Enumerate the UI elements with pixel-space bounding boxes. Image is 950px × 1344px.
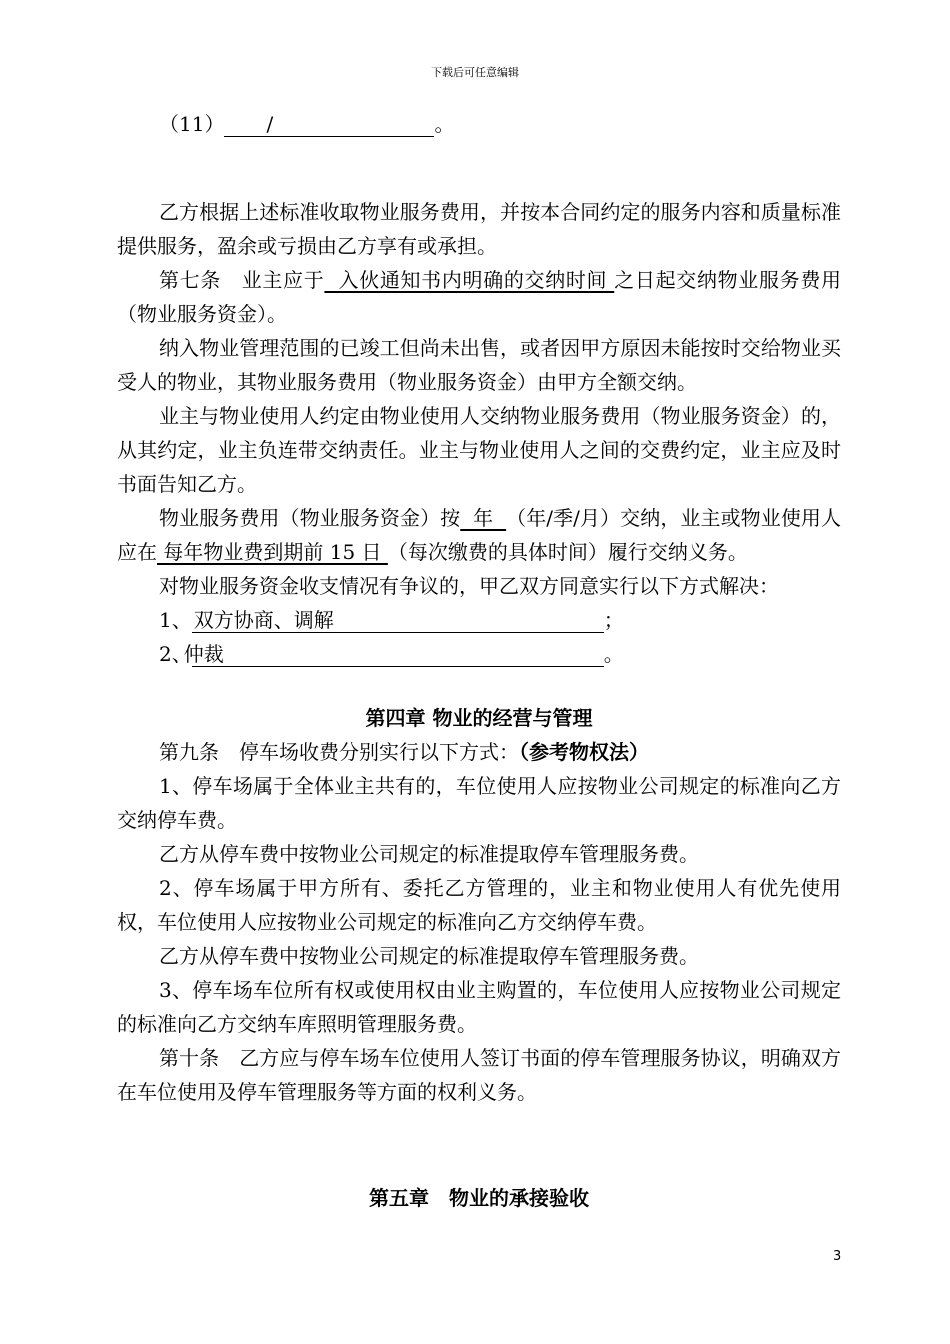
item-11-end: 。 <box>434 112 455 136</box>
parking-item-2-fee: 乙方从停车费中按物业公司规定的标准提取停车管理服务费。 <box>159 944 699 968</box>
payment-cycle-mid: （年/季/月）交纳，业主或物业使用人应在 <box>117 506 841 564</box>
page-number: 3 <box>833 1249 842 1264</box>
item-11 <box>117 107 841 141</box>
chapter-4-heading: 第四章 物业的经营与管理 <box>365 706 593 730</box>
article-7-fill: 入伙通知书内明确的交纳时间 <box>324 268 615 292</box>
dispute-option-1 <box>117 603 841 637</box>
option-2-blank <box>183 642 604 667</box>
item-11-separator: / <box>266 112 274 136</box>
option-1-blank <box>192 608 604 633</box>
unsold-property-paragraph: 纳入物业管理范围的已竣工但尚未出售，或者因甲方原因未能按时交给物业买受人的物业，其物业服务费用（物业服务资金）由甲方全额交纳。 <box>117 336 841 394</box>
parking-item-1: 1、停车场属于全体业主共有的，车位使用人应按物业公司规定的标准向乙方交纳停车费。 <box>117 774 841 832</box>
fee-paragraph: 乙方根据上述标准收取物业服务费用，并按本合同约定的服务内容和质量标准提供服务，盈余或亏损由乙方享有或承担。 <box>117 200 841 258</box>
option-1-text: 双方协商、调解 <box>193 608 334 632</box>
option-1-end: ； <box>603 608 624 632</box>
chapter-5-heading: 第五章 物业的承接验收 <box>369 1186 589 1210</box>
page-header: 下载后可任意编辑 <box>431 66 519 79</box>
article-10: 第十条 乙方应与停车场车位使用人签订书面的停车管理服务协议，明确双方在车位使用及停车管理服务等方面的权利义务。 <box>117 1046 841 1104</box>
article-7 <box>117 263 841 331</box>
option-1-number: 1、 <box>159 608 192 632</box>
payment-cycle-paragraph <box>117 501 841 569</box>
article-9-text: 第九条 停车场收费分别实行以下方式： <box>159 740 519 764</box>
dispute-option-2 <box>117 637 841 671</box>
article-9-note: （参考物权法） <box>519 740 649 764</box>
dispute-paragraph: 对物业服务资金收支情况有争议的，甲乙双方同意实行以下方式解决： <box>159 574 779 598</box>
article-7-post: 之日起交纳物业服务费用（物业服务资金）。 <box>117 268 842 326</box>
payment-cycle-post: （每次缴费的具体时间）履行交纳义务。 <box>387 540 748 564</box>
payment-cycle-fill: 年 <box>460 506 507 530</box>
parking-item-1-fee: 乙方从停车费中按物业公司规定的标准提取停车管理服务费。 <box>159 842 699 866</box>
document-body <box>117 107 841 1215</box>
payment-cycle-pre: 物业服务费用（物业服务资金）按 <box>159 506 461 530</box>
article-7-pre: 第七条 业主应于 <box>159 268 325 292</box>
item-11-blank <box>224 112 434 137</box>
option-2-text: 仲裁 <box>183 642 224 666</box>
item-11-label: （11） <box>159 112 225 136</box>
parking-item-2: 2、停车场属于甲方所有、委托乙方管理的，业主和物业使用人有优先使用权，车位使用人应按物业公司规定的标准向乙方交纳停车费。 <box>117 876 841 934</box>
parking-item-3: 3、停车场车位所有权或使用权由业主购置的，车位使用人应按物业公司规定的标准向乙方交纳车库照明管理服务费。 <box>117 978 841 1036</box>
article-9 <box>117 735 841 769</box>
owner-user-paragraph: 业主与物业使用人约定由物业使用人交纳物业服务费用（物业服务资金）的，从其约定，业主负连带交纳责任。业主与物业使用人之间的交费约定，业主应及时书面告知乙方。 <box>117 404 841 496</box>
option-2-end: 。 <box>603 642 624 666</box>
payment-deadline-fill: 每年物业费到期前 15 日 <box>157 540 388 564</box>
option-2-number: 2、 <box>159 642 192 666</box>
